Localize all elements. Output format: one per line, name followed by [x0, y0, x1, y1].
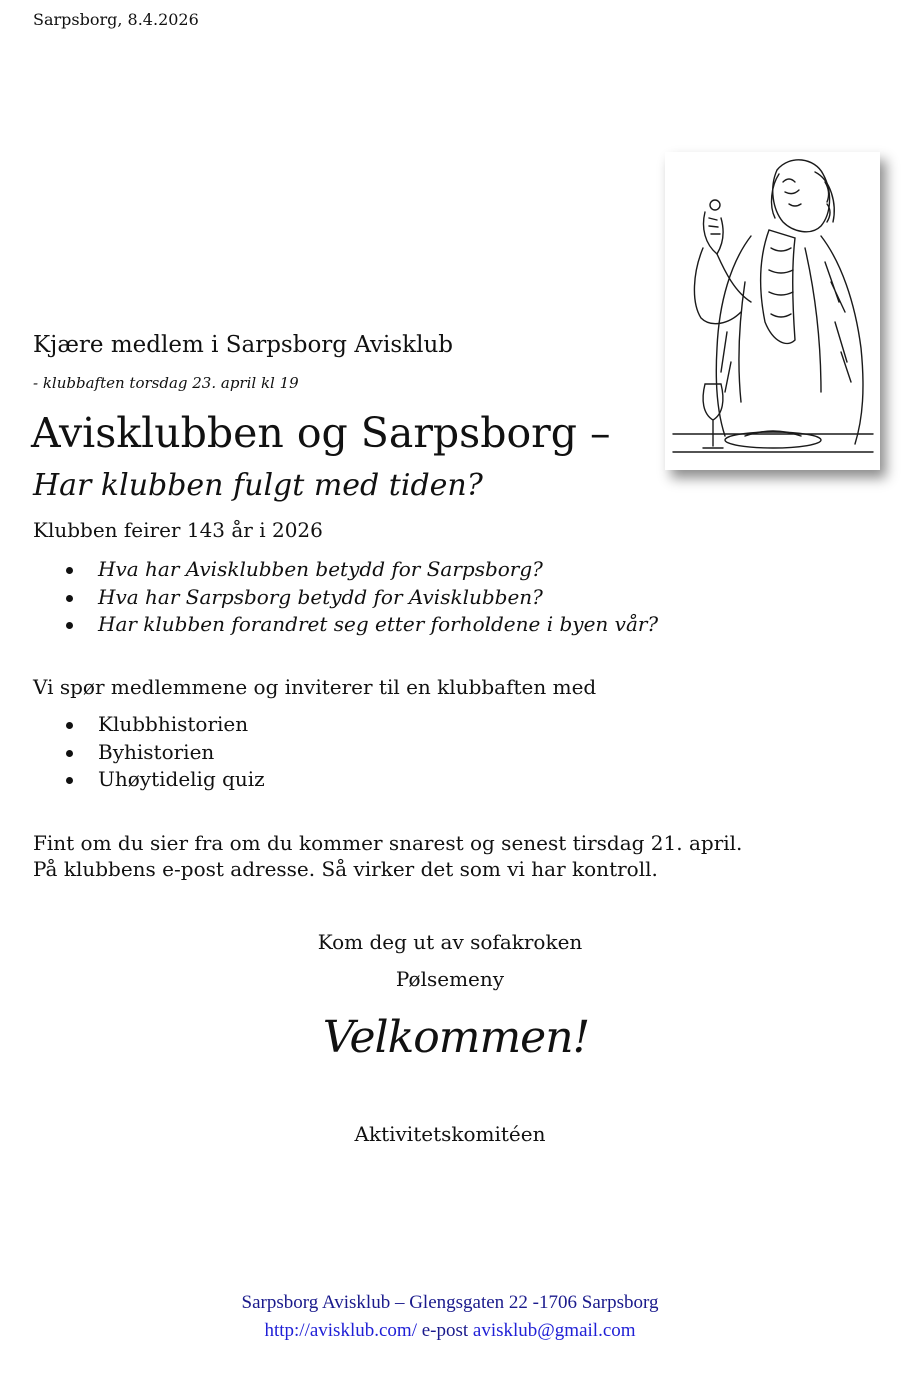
rsvp-line: På klubbens e-post adresse. Så virker det som vi har kontroll. — [33, 857, 658, 881]
anniversary-text: Klubben feirer 143 år i 2026 — [33, 518, 323, 542]
rsvp-line: Fint om du sier fra om du kommer snarest og senest tirsdag 21. april. — [33, 831, 743, 855]
headline: Avisklubben og Sarpsborg – — [31, 409, 611, 457]
list-item: Har klubben forandret seg etter forholdene i byen vår? — [98, 611, 658, 639]
gentleman-sketch-icon — [665, 152, 880, 470]
questions-list — [98, 556, 658, 639]
email-label: e-post — [421, 1320, 469, 1341]
invite-text: Vi spør medlemmene og inviterer til en klubbaften med — [33, 675, 597, 699]
sofa-text: Kom deg ut av sofakroken — [317, 930, 583, 954]
letter-date: Sarpsborg, 8.4.2026 — [33, 10, 199, 29]
list-item: Byhistorien — [98, 739, 265, 767]
email-link[interactable]: avisklub@gmail.com — [472, 1320, 636, 1341]
headline-question: Har klubben fulgt med tiden? — [33, 468, 483, 503]
footer-address: Sarpsborg Avisklub – Glengsgaten 22 -1706 Sarpsborg — [241, 1292, 659, 1313]
program-list — [98, 711, 265, 794]
website-link[interactable]: http://avisklub.com/ — [264, 1320, 417, 1341]
event-subtitle: - klubbaften torsdag 23. april kl 19 — [33, 374, 299, 392]
food-text: Pølsemeny — [395, 967, 505, 991]
rsvp-text — [33, 830, 742, 882]
list-item: Hva har Sarpsborg betydd for Avisklubben? — [98, 584, 658, 612]
footer-contact — [0, 1320, 900, 1342]
list-item: Klubbhistorien — [98, 711, 265, 739]
welcome-text: Velkommen! — [322, 1012, 590, 1063]
signature: Aktivitetskomitéen — [354, 1122, 546, 1146]
list-item: Hva har Avisklubben betydd for Sarpsborg? — [98, 556, 658, 584]
gentleman-illustration — [665, 152, 880, 470]
greeting: Kjære medlem i Sarpsborg Avisklub — [33, 332, 453, 358]
list-item: Uhøytidelig quiz — [98, 766, 265, 794]
